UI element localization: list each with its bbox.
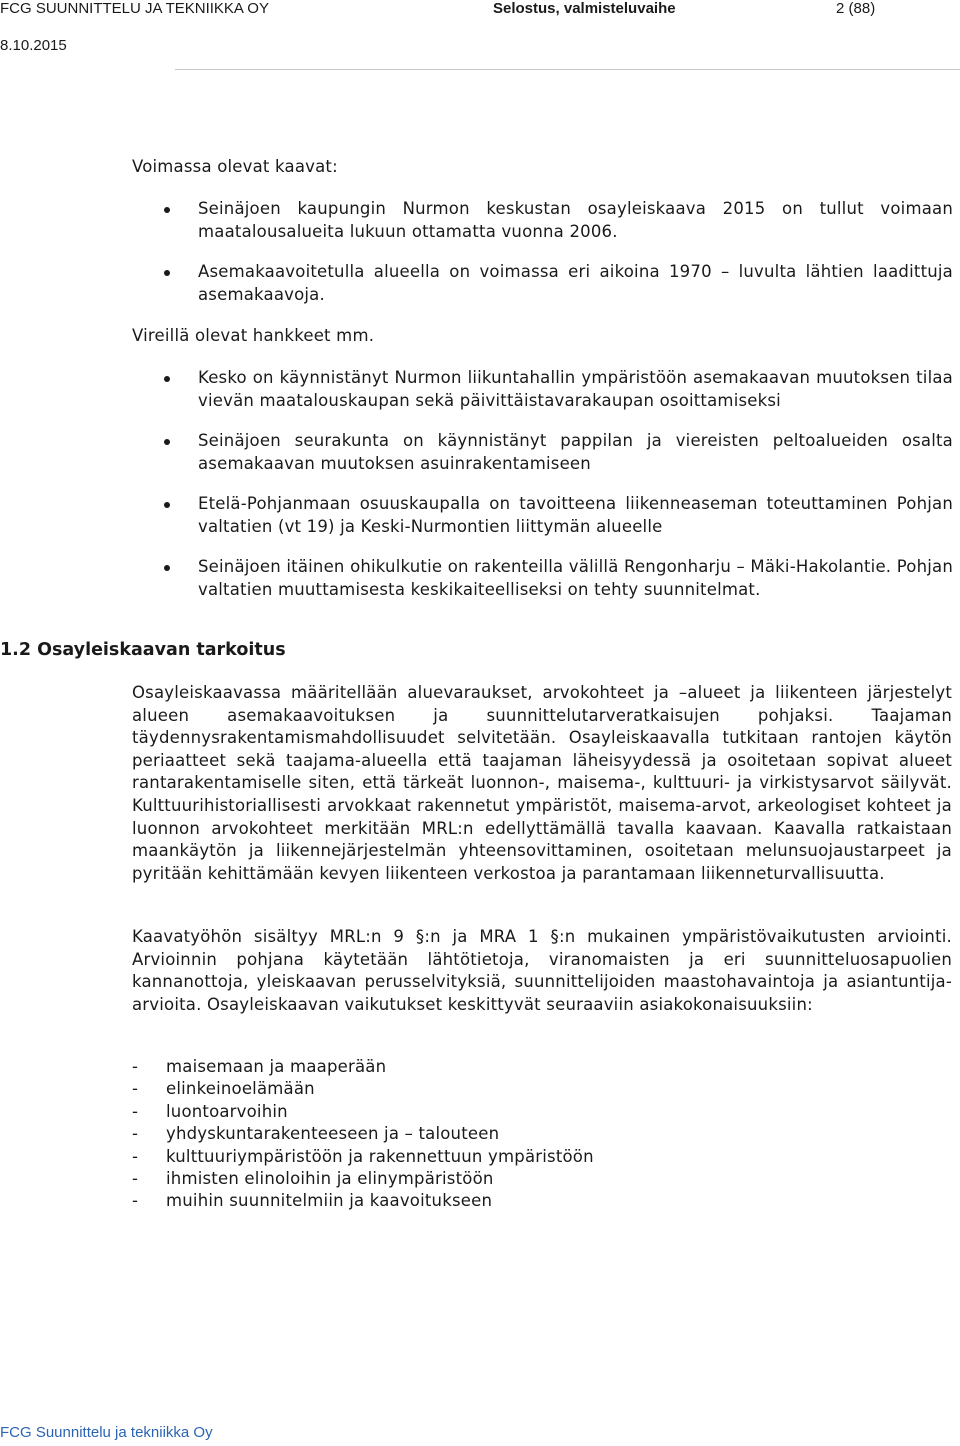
header-document-title: Selostus, valmisteluvaihe xyxy=(493,0,676,17)
list-item: Seinäjoen itäinen ohikulkutie on rakenteilla välillä Rengonharju – Mäki-Hakolantie. Pohjan valtatien muuttamisesta keskikaiteelliseksi on tehty suunnitelmat. xyxy=(198,556,953,601)
list-item: Seinäjoen seurakunta on käynnistänyt pappilan ja viereisten peltoalueiden osalta asemakaavan muutoksen asuinrakentamiseen xyxy=(198,430,953,475)
footer-company: FCG Suunnittelu ja tekniikka Oy xyxy=(0,1424,213,1441)
purpose-paragraph: Osayleiskaavassa määritellään aluevaraukset, arvokohteet ja –alueet ja liikenteen järjestelyt alueen asemakaavoituksen ja suunnittelutarveratkaisujen pohjaksi. Taajaman täydennysrakentamismahdollisuudet selvitetään. Osayleiskaavalla tutkitaan rantojen käytön periaatteet sekä taajama-alueella että taajaman läheisyydessä ja osoitetaan sopivat alueet rantarakentamiselle siten, että tärkeät luonnon-, maisema-, kulttuuri- ja virkistysarvot säilyvät. Kulttuurihistoriallisesti arvokkaat rakennetut ympäristöt, maisema-arvot, arkeologiset kohteet ja luonnon arvokohteet merkitään MRL:n edellyttämällä tavalla kaavaan. Kaavalla ratkaistaan maankäytön ja liikennejärjestelmän yhteensovittaminen, osoitetaan melunsuojaustarpeet ja pyritään kehittämään kevyen liikenteen verkostoa ja parantamaan liikenneturvallisuutta. xyxy=(132,683,952,883)
list-item: - muihin suunnitelmiin ja kaavoitukseen xyxy=(132,1191,493,1211)
list-item: - maisemaan ja maaperään xyxy=(132,1057,387,1076)
list-item: - ihmisten elinoloihin ja elinympäristöön xyxy=(132,1169,494,1189)
bullet-icon xyxy=(164,439,170,445)
header-date: 8.10.2015 xyxy=(0,37,67,54)
header-company: FCG SUUNNITTELU JA TEKNIIKKA OY xyxy=(0,0,269,17)
list-item: Asemakaavoitetulla alueella on voimassa eri aikoina 1970 – luvulta lähtien laadittuja asemakaavoja. xyxy=(198,261,953,306)
section-heading: 1.2 Osayleiskaavan tarkoitus xyxy=(0,640,286,660)
bullet-icon xyxy=(164,207,170,213)
list-item: - yhdyskuntarakenteeseen ja – talouteen xyxy=(132,1124,500,1144)
bullet-icon xyxy=(164,270,170,276)
bullet-icon xyxy=(164,565,170,571)
list-item: - elinkeinoelämään xyxy=(132,1079,315,1099)
page-header xyxy=(0,0,960,60)
header-page-number: 2 (88) xyxy=(836,0,876,17)
bullet-icon xyxy=(164,376,170,382)
list-item: - luontoarvoihin xyxy=(132,1101,288,1121)
list-item: Seinäjoen kaupungin Nurmon keskustan osayleiskaava 2015 on tullut voimaan maatalousalueita lukuun ottamatta vuonna 2006. xyxy=(198,198,953,243)
list-item: Etelä-Pohjanmaan osuuskaupalla on tavoitteena liikenneaseman toteuttaminen Pohjan valtatien (vt 19) ja Keski-Nurmontien liittymän alueelle xyxy=(198,493,953,538)
pending-projects-label: Vireillä olevat hankkeet mm. xyxy=(132,326,375,345)
page-footer xyxy=(0,1424,213,1441)
list-item: Kesko on käynnistänyt Nurmon liikuntahallin ympäristöön asemakaavan muutoksen tilaa vievän maatalouskaupan sekä päivittäistavarakaupan osoittamiseksi xyxy=(198,367,953,412)
assessment-paragraph: Kaavatyöhön sisältyy MRL:n 9 §:n ja MRA 1 §:n mukainen ympäristövaikutusten arviointi. Arvioinnin pohjana käytetään lähtötietoja, viranomaisten ja eri suunnitteluosapuolien kannanottoja, yleiskaavan perusselvityksiä, suunnittelijoiden maastohavaintoja ja asiantuntija-arvioita. Osayleiskaavan vaikutukset keskittyvät seuraaviin asiakokonaisuuksiin: xyxy=(132,927,952,1014)
impact-areas-list xyxy=(132,1056,594,1213)
current-plans-label: Voimassa olevat kaavat: xyxy=(132,157,338,176)
bullet-icon xyxy=(164,502,170,508)
list-item: - kulttuuriympäristöön ja rakennettuun ympäristöön xyxy=(132,1146,594,1166)
header-divider xyxy=(175,69,960,70)
